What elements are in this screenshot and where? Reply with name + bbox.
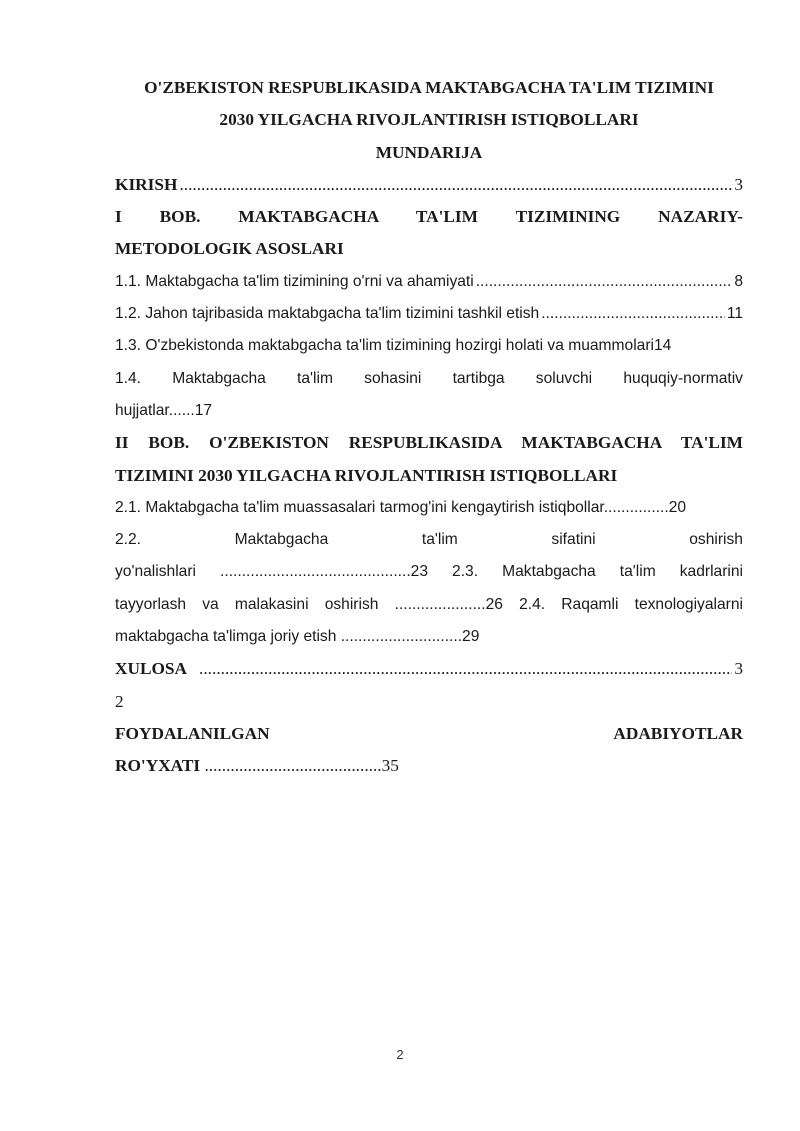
toc-entry-2-2-line-1[interactable] <box>115 524 743 556</box>
toc-entry-label: RO'YXATI <box>115 756 201 776</box>
chapter-word: O'ZBEKISTON <box>209 433 329 453</box>
toc-entry-2-2-line-2[interactable]: yo'nalishlari ............................................23 2.3. Maktabgacha ta'lim kadrlarini <box>115 563 743 581</box>
chapter-word: I <box>115 207 122 227</box>
toc-entry-page: 3 <box>734 174 743 194</box>
toc-chapter-2-line-2[interactable]: TIZIMINI 2030 YILGACHA RIVOJLANTIRISH ISTIQBOLLARI <box>115 465 618 485</box>
chapter-word: RESPUBLIKASIDA <box>348 433 502 453</box>
toc-leader-dots <box>179 169 732 201</box>
toc-entry-conclusion[interactable] <box>115 653 743 685</box>
entry-word: huquqiy-normativ <box>623 369 743 387</box>
entry-word: ta'lim <box>297 369 333 387</box>
chapter-word: TIZIMINING <box>515 207 621 227</box>
toc-entry-label: 1.1. Maktabgacha ta'lim tizimining o'rni va ahamiyati <box>115 272 474 290</box>
entry-word: tartibga <box>452 369 505 387</box>
chapter-word: MAKTABGACHA <box>521 433 662 453</box>
toc-entry-intro[interactable] <box>115 169 743 201</box>
toc-heading: MUNDARIJA <box>375 142 483 162</box>
toc-entry-page: 35 <box>381 756 399 776</box>
document-title-line-2: 2030 YILGACHA RIVOJLANTIRISH ISTIQBOLLARI <box>219 110 639 130</box>
toc-entry-label: 1.2. Jahon tajribasida maktabgacha ta'lim tizimini tashkil etish <box>115 305 540 323</box>
entry-word: Maktabgacha <box>234 531 329 549</box>
toc-entry-1-1[interactable] <box>115 266 743 298</box>
document-body <box>115 72 743 783</box>
toc-entry-2-1[interactable]: 2.1. Maktabgacha ta'lim muassasalari tarmog'ini kengaytirish istiqbollar...............20 <box>115 498 687 516</box>
toc-entry-1-2[interactable] <box>115 298 743 330</box>
entry-word: Maktabgacha <box>172 369 266 387</box>
entry-word: oshirish <box>689 531 743 549</box>
chapter-word: TA'LIM <box>680 433 743 453</box>
chapter-word: TA'LIM <box>415 207 478 227</box>
toc-leader-dots: ......................................... <box>204 756 382 776</box>
toc-entry-page: 3 <box>734 659 743 679</box>
toc-entry-2-4-line[interactable]: maktabgacha ta'limga joriy etish ............................29 <box>115 628 480 646</box>
page-number: 2 <box>396 1047 404 1062</box>
chapter-word: BOB. <box>159 207 201 227</box>
chapter-word: BOB. <box>148 433 190 453</box>
toc-leader-dots <box>541 298 725 330</box>
entry-word: ta'lim <box>421 531 458 549</box>
toc-leader-dots <box>476 266 733 298</box>
toc-chapter-1-line-2[interactable]: METODOLOGIK ASOSLARI <box>115 239 344 259</box>
toc-entry-2-3-line[interactable]: tayyorlash va malakasini oshirish .....................26 2.4. Raqamli texnologiyalarni <box>115 595 743 613</box>
document-title-line-1: O'ZBEKISTON RESPUBLIKASIDA MAKTABGACHA TA'LIM TIZIMINI <box>144 78 714 97</box>
toc-leader-dots <box>199 653 732 685</box>
entry-word: soluvchi <box>535 369 593 387</box>
entry-word: sohasini <box>364 369 422 387</box>
toc-entry-page: 11 <box>726 305 743 323</box>
entry-word: ADABIYOTLAR <box>613 723 743 743</box>
entry-word: 2.2. <box>115 531 142 549</box>
toc-entry-references-line-2[interactable] <box>115 750 743 782</box>
toc-entry-1-4-line-2[interactable]: hujjatlar......17 <box>115 401 213 419</box>
toc-chapter-1-line-1[interactable] <box>115 201 743 233</box>
entry-word: sifatini <box>551 531 596 549</box>
toc-entry-1-3[interactable]: 1.3. O'zbekistonda maktabgacha ta'lim tizimining hozirgi holati va muammolari14 <box>115 337 672 355</box>
toc-entry-conclusion-page-wrap: 2 <box>115 691 124 711</box>
toc-entry-label: KIRISH <box>115 174 178 194</box>
chapter-word: MAKTABGACHA <box>238 207 379 227</box>
chapter-word: II <box>115 433 129 453</box>
toc-entry-references-line-1[interactable] <box>115 718 743 750</box>
entry-word: FOYDALANILGAN <box>115 723 270 743</box>
chapter-word: NAZARIY- <box>658 207 743 227</box>
toc-chapter-2-line-1[interactable] <box>115 427 743 459</box>
toc-entry-label: XULOSA <box>115 659 188 679</box>
entry-word: 1.4. <box>115 369 142 387</box>
toc-entry-1-4-line-1[interactable] <box>115 363 743 395</box>
toc-entry-page: 8 <box>734 272 743 290</box>
